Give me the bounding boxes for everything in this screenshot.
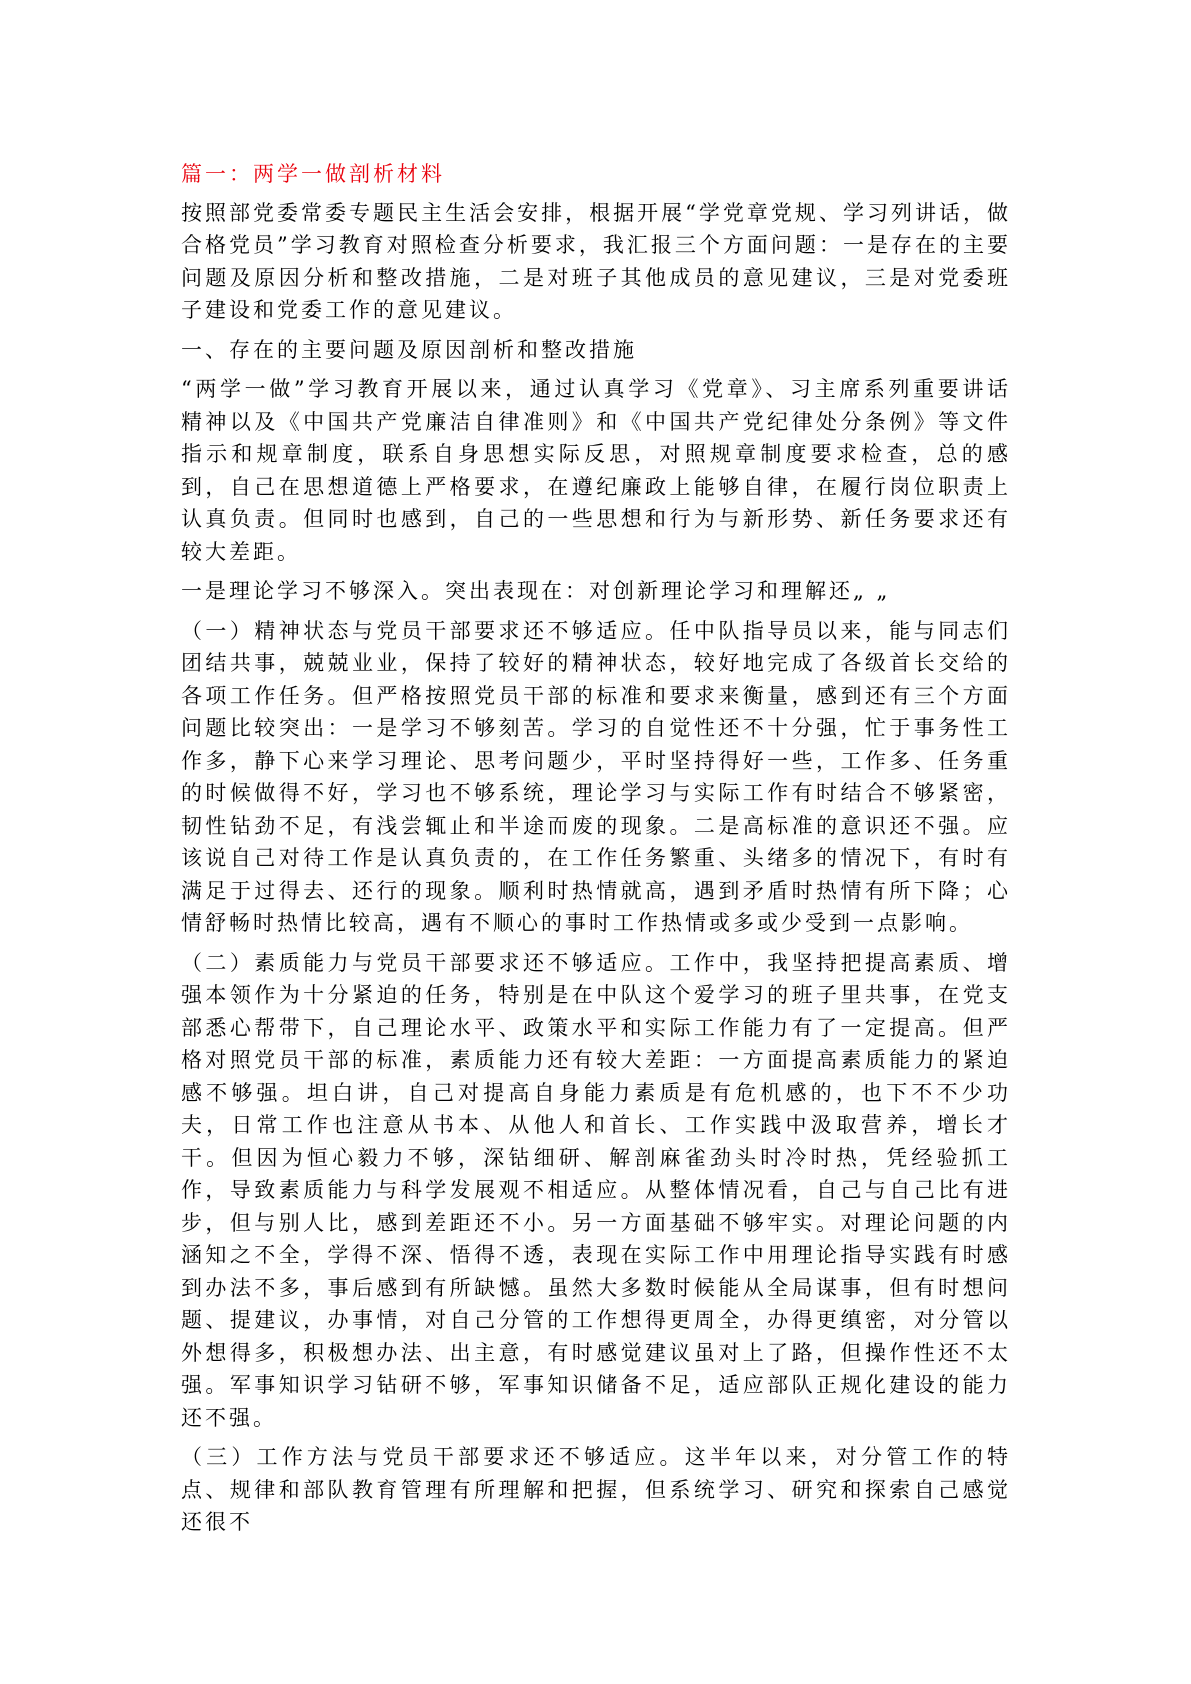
body-paragraph: （一）精神状态与党员干部要求还不够适应。任中队指导员以来，能与同志们团结共事，兢兢业业，保持了较好的精神状态，较好地完成了各级首长交给的各项工作任务。但严格按照党员干部的标准和要求来衡量，感到还有三个方面问题比较突出：一是学习不够刻苦。学习的自觉性还不十分强，忙于事务性工作多，静下心来学习理论、思考问题少，平时坚持得好一些，工作多、任务重的时候做得不好，学习也不够系统，理论学习与实际工作有时结合不够紧密，韧性钻劲不足，有浅尝辄止和半途而废的现象。二是高标准的意识还不强。应该说自己对待工作是认真负责的，在工作任务繁重、头绪多的情况下，有时有满足于过得去、还行的现象。顺利时热情就高，遇到矛盾时热情有所下降；心情舒畅时热情比较高，遇有不顺心的事时工作热情或多或少受到一点影响。 [181,618,1011,935]
document-heading: 篇一：两学一做剖析材料 [181,162,445,186]
body-paragraph: “两学一做”学习教育开展以来，通过认真学习《党章》、习主席系列重要讲话精神以及《中国共产党廉洁自律准则》和《中国共产党纪律处分条例》等文件指示和规章制度，联系自身思想实际反思，对照规章制度要求检查，总的感到，自己在思想道德上严格要求，在遵纪廉政上能够自律，在履行岗位职责上认真负责。但同时也感到，自己的一些思想和行为与新形势、新任务要求还有较大差距。 [181,377,1011,564]
document-body [181,158,1011,1546]
section-heading-1: 一、存在的主要问题及原因剖析和整改措施 [181,337,637,362]
body-paragraph: （二）素质能力与党员干部要求还不够适应。工作中，我坚持把提高素质、增强本领作为十分紧迫的任务，特别是在中队这个爱学习的班子里共事，在党支部悉心帮带下，自己理论水平、政策水平和实际工作能力有了一定提高。但严格对照党员干部的标准，素质能力还有较大差距：一方面提高素质能力的紧迫感不够强。坦白讲，自己对提高自身能力素质是有危机感的，也下不不少功夫，日常工作也注意从书本、从他人和首长、工作实践中汲取营养，增长才干。但因为恒心毅力不够，深钻细研、解剖麻雀劲头时冷时热，凭经验抓工作，导致素质能力与科学发展观不相适应。从整体情况看，自己与自己比有进步，但与别人比，感到差距还不小。另一方面基础不够牢实。对理论问题的内涵知之不全，学得不深、悟得不透，表现在实际工作中用理论指导实践有时感到办法不多，事后感到有所缺憾。虽然大多数时候能从全局谋事，但有时想问题、提建议，办事情，对自己分管的工作想得更周全，办得更缜密，对分管以外想得多，积极想办法、出主意，有时感觉建议虽对上了路，但操作性还不太强。军事知识学习钻研不够，军事知识储备不足，适应部队正规化建设的能力还不强。 [181,950,1011,1430]
body-paragraph: 一是理论学习不够深入。突出表现在：对创新理论学习和理解还„ „ [181,579,891,603]
body-paragraph: （三）工作方法与党员干部要求还不够适应。这半年以来，对分管工作的特点、规律和部队教育管理有所理解和把握，但系统学习、研究和探索自己感觉还很不 [181,1445,1011,1534]
intro-paragraph: 按照部党委常委专题民主生活会安排，根据开展“学党章党规、学习列讲话，做合格党员”学习教育对照检查分析要求，我汇报三个方面问题：一是存在的主要问题及原因分析和整改措施，二是对班子其他成员的意见建议，三是对党委班子建设和党委工作的意见建议。 [181,200,1011,322]
